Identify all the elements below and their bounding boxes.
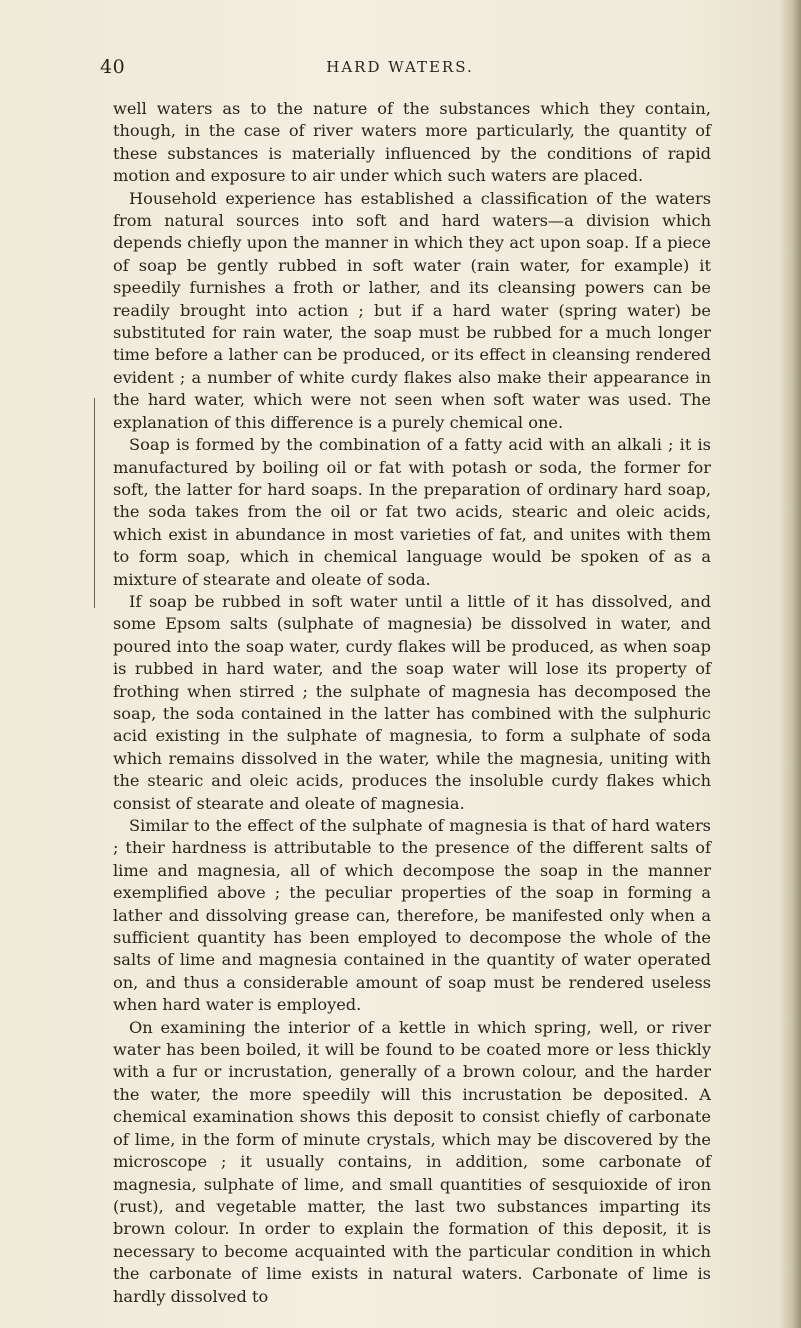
paragraph: Household experience has established a classification of the waters from natural sources into soft and hard waters—a division which depends chiefly upon the manner in which they act upon soap. If a piece of soap be gently rubbed in soft water (rain water, for example) it speedily furnishes a froth or lather, and its cleansing powers can be readily brought into action ; but if a hard water (spring water) be substituted for rain water, the soap must be rubbed for a much longer time before a lather can be produced, or its effect in cleansing rendered evident ; a number of white curdy flakes also make their appearance in the hard water, which were not seen when soft water was used. The explanation of this difference is a purely chemical one.	[113, 188, 711, 432]
body-text	[113, 98, 711, 1308]
paragraph: Soap is formed by the combination of a fatty acid with an alkali ; it is manufactured by boiling oil or fat with potash or soda, the former for soft, the latter for hard soaps. In the preparation of ordinary hard soap, the soda takes from the oil or fat two acids, stearic and oleic acids, which exist in abundance in most varieties of fat, and unites with them to form soap, which in chemical language would be spoken of as a mixture of stearate and oleate of soda.	[113, 435, 711, 589]
running-title: HARD WATERS.	[326, 58, 474, 76]
paragraph: well waters as to the nature of the substances which they contain, though, in the case of river waters more particularly, the quantity of these substances is materially influenced by the conditions of rapid motion and exposure to air under which such waters are placed.	[113, 99, 711, 186]
paragraph: If soap be rubbed in soft water until a little of it has dissolved, and some Epsom salts (sulphate of magnesia) be dissolved in water, and poured into the soap water, curdy flakes will be produced, as when soap is rubbed in hard water, and the soap water will lose its property of frothing when stirred ; the sulphate of magnesia has decomposed the soap, the soda contained in the latter has combined with the sulphuric acid existing in the sulphate of magnesia, to form a sulphate of soda which remains dissolved in the water, while the magnesia, uniting with the stearic and oleic acids, produces the insoluble curdy flakes which consist of stearate and oleate of magnesia.	[113, 591, 711, 813]
margin-pencil-mark	[94, 398, 97, 608]
page-header	[100, 56, 700, 82]
page-edge-shadow	[779, 0, 801, 1328]
paragraph: Similar to the effect of the sulphate of magnesia is that of hard waters ; their hardness is attributable to the presence of the different salts of lime and magnesia, all of which decompose the soap in the manner exemplified above ; the peculiar properties of the soap in forming a lather and dissolving grease can, therefore, be manifested only when a sufficient quantity has been employed to decompose the whole of the salts of lime and magnesia contained in the quantity of water operated on, and thus a considerable amount of soap must be rendered useless when hard water is employed.	[113, 816, 711, 1015]
page-number: 40	[100, 56, 126, 78]
paragraph: On examining the interior of a kettle in which spring, well, or river water has been boiled, it will be found to be coated more or less thickly with a fur or incrustation, generally of a brown colour, and the harder the water, the more speedily will this incrustation be deposited. A chemical examination shows this deposit to consist chiefly of carbonate of lime, in the form of minute crystals, which may be discovered by the microscope ; it usually contains, in addition, some carbonate of magnesia, sulphate of lime, and small quantities of sesquioxide of iron (rust), and vegetable matter, the last two substances imparting its brown colour. In order to explain the formation of this deposit, it is necessary to become acquainted with the particular condition in which the carbonate of lime exists in natural waters. Carbonate of lime is hardly dissolved to	[113, 1017, 711, 1306]
